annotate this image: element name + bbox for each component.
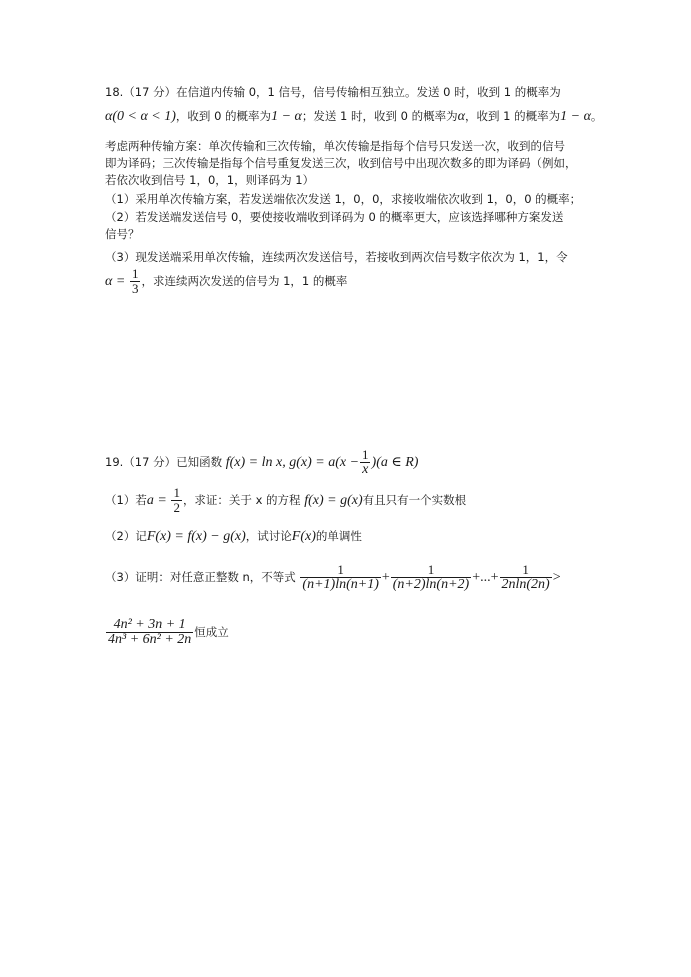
q18-part-2b: 信号？ [105, 227, 140, 241]
q18-line2: α(0 < α < 1)，收到 0 的概率为1 − α；发送 1 时，收到 0 的概率为α，收到 1 的概率为1 − α。 [105, 109, 603, 124]
q19-part-3-rhs: $\frac{\text{4n² + 3n + 1}}{\text{4n³ + 6n² + 2n}}$ 恒成立 [108, 617, 229, 647]
q18-header: 18.（17 分）在信道内传输 0，1 信号，信号传输相互独立。发送 0 时，收到 1 的概率为 [105, 85, 561, 99]
q19-part-2: （2）记F(x) = f(x) − g(x)，试讨论F(x)的单调性 [105, 529, 362, 544]
q18-part-3b: α = $\frac{1}{3}$ ，求连续两次发送的信号为 1，1 的概率 [105, 266, 348, 296]
sum-term-last: $\frac{1}{2nln(2n)}$ [501, 562, 550, 592]
q18-desc-1: 考虑两种传输方案：单次传输和三次传输，单次传输是指每个信号只发送一次，收到的信号 [105, 139, 565, 153]
q18-desc-3: 若依次收到信号 1，0，1，则译码为 1） [105, 173, 315, 187]
q18-desc-2: 即为译码；三次传输是指每个信号重复发送三次，收到信号中出现次数多的即为译码（例如， [105, 156, 577, 170]
sum-term-1: $\frac{1}{(n+1)\ln(n+1)}$ [302, 562, 379, 592]
q18-part-3a: （3）现发送端采用单次传输，连续两次发送信号，若接收到两次信号数字依次为 1，1，令 [105, 250, 568, 264]
alpha-range: α(0 < α < 1) [105, 109, 176, 124]
fraction-one-half: $\frac{1}{2}$ [173, 485, 180, 515]
rhs-fraction: $\frac{\text{4n² + 3n + 1}}{\text{4n³ + 6n² + 2n}}$ [108, 617, 192, 647]
q18-part-2a: （2）若发送端发送信号 0，要使接收端收到译码为 0 的概率更大，应该选择哪种方案发送 [105, 210, 564, 224]
q19-part-1: （1）若a = $\frac{1}{2}$ ，求证：关于 x 的方程 f(x) = g(x)有且只有一个实数根 [105, 485, 467, 515]
q19-part-3: （3）证明：对任意正整数 n，不等式 $\frac{1}{(n+1)\ln(n+1)}$ + $\frac{1}{(n+2)\ln(n+2)}$ +...+ $\frac{1}{2nln(2n)}$ > [105, 562, 561, 592]
q18-part-1: （1）采用单次传输方案，若发送端依次发送 1，0，0，求接收端依次收到 1，0，0 的概率； [105, 192, 582, 206]
sum-term-2: $\frac{1}{(n+2)\ln(n+2)}$ [392, 562, 470, 592]
q19-header: 19.（17 分）已知函数 f(x) = ln x, g(x) = a(x − $\frac{1}{x}$ )(a ∈ R) [105, 447, 419, 477]
fraction-one-third: $\frac{1}{3}$ [131, 266, 139, 296]
fraction-one-over-x: $\frac{1}{x}$ [362, 447, 369, 477]
